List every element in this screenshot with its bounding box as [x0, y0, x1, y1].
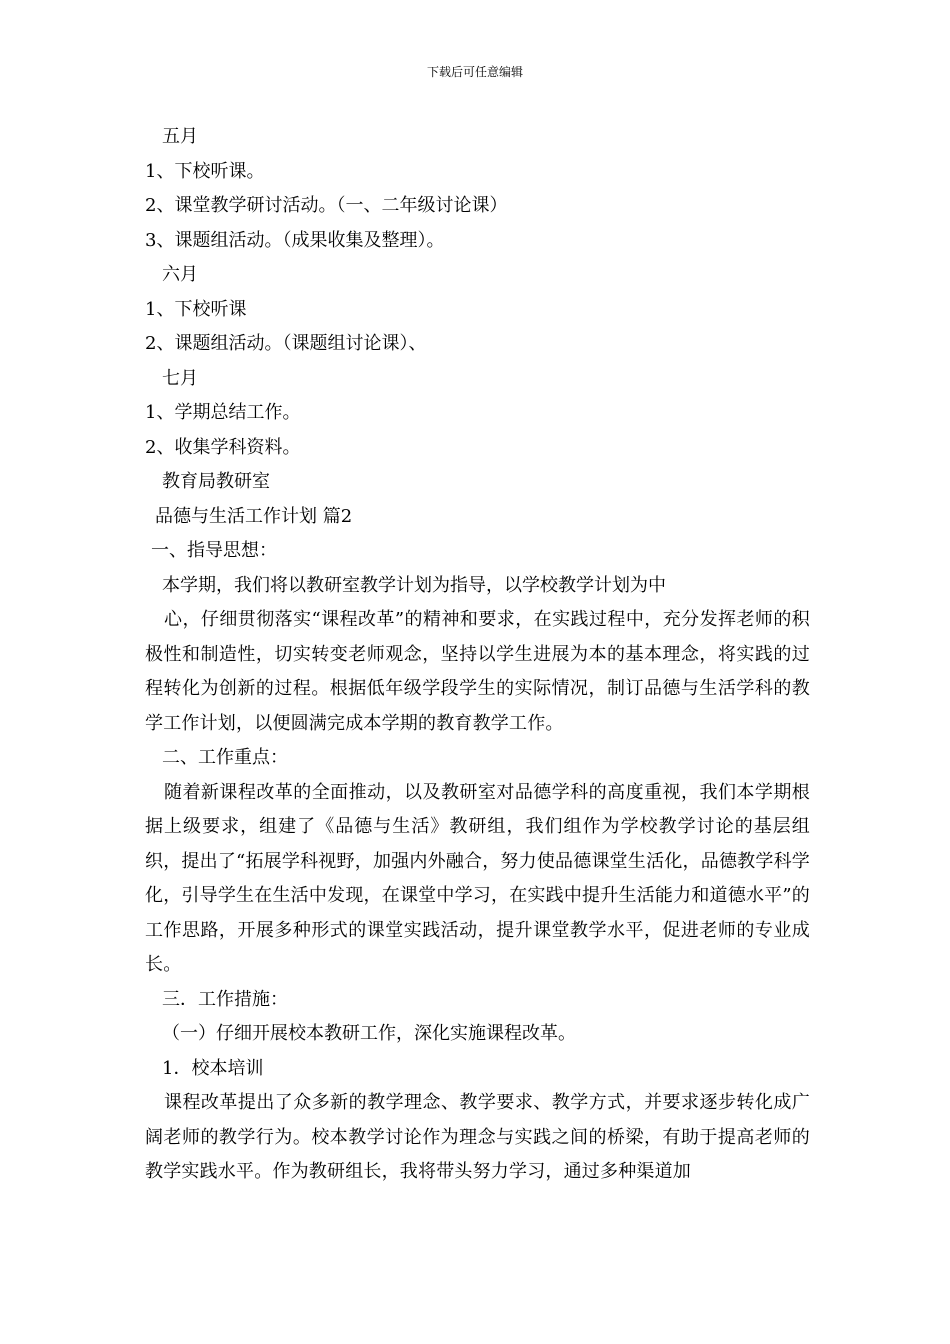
june-item-1: 1、下校听课 [145, 298, 247, 320]
july-item-2: 2、收集学科资料。 [145, 436, 301, 458]
section-2-paragraph: 随着新课程改革的全面推动，以及教研室对品德学科的高度重视，我们本学期根据上级要求，组建了《品德与生活》教研组，我们组作为学校教学讨论的基层组织，提出了“拓展学科视野，加强内外融合，努力使品德课堂生活化，品德教学科学化，引导学生在生活中发现，在课堂中学习，在实践中提升生活能力和道德水平”的工作思路，开展多种形式的课堂实践活动，提升课堂教学水平，促进老师的专业成长。 [145, 781, 810, 975]
document-title: 品德与生活工作计划 篇2 [155, 505, 353, 527]
page-header: 下载后可任意编辑 [426, 65, 523, 79]
section-3-item-1: 1．校本培训 [162, 1057, 264, 1079]
signature: 教育局教研室 [162, 471, 270, 492]
month-july-heading: 七月 [162, 367, 198, 389]
section-1-heading: 一、指导思想： [151, 540, 277, 561]
section-2-heading: 二、工作重点： [162, 747, 288, 768]
month-june-heading: 六月 [162, 264, 198, 285]
month-may-heading: 五月 [162, 126, 198, 147]
section-1-first-line: 本学期，我们将以教研室教学计划为指导，以学校教学计划为中 [162, 574, 666, 596]
section-3-paragraph: 课程改革提出了众多新的教学理念、教学要求、教学方式，并要求逐步转化成广阔老师的教学行为。校本教学讨论作为理念与实践之间的桥梁，有助于提高老师的教学实践水平。作为教研组长，我将带头努力学习，通过多种渠道加 [145, 1092, 810, 1182]
section-3-heading: 三．工作措施： [162, 988, 288, 1010]
section-1-paragraph: 心，仔细贯彻落实“课程改革”的精神和要求，在实践过程中，充分发挥老师的积极性和制造性，切实转变老师观念，坚持以学生进展为本的基本理念，将实践的过程转化为创新的过程。根据低年级学段学生的实际情况，制订品德与生活学科的教学工作计划，以便圆满完成本学期的教育教学工作。 [145, 609, 810, 734]
july-item-1: 1、学期总结工作。 [145, 402, 301, 423]
document-body [145, 120, 810, 1190]
may-item-1: 1、下校听课。 [145, 160, 265, 182]
section-3-subheading-1: （一）仔细开展校本教研工作，深化实施课程改革。 [162, 1023, 576, 1044]
may-item-3: 3、课题组活动。（成果收集及整理）。 [145, 229, 445, 251]
may-item-2: 2、课堂教学研讨活动。（一、二年级讨论课） [145, 195, 508, 216]
june-item-2: 2、课题组活动。（课题组讨论课）、 [145, 333, 427, 354]
